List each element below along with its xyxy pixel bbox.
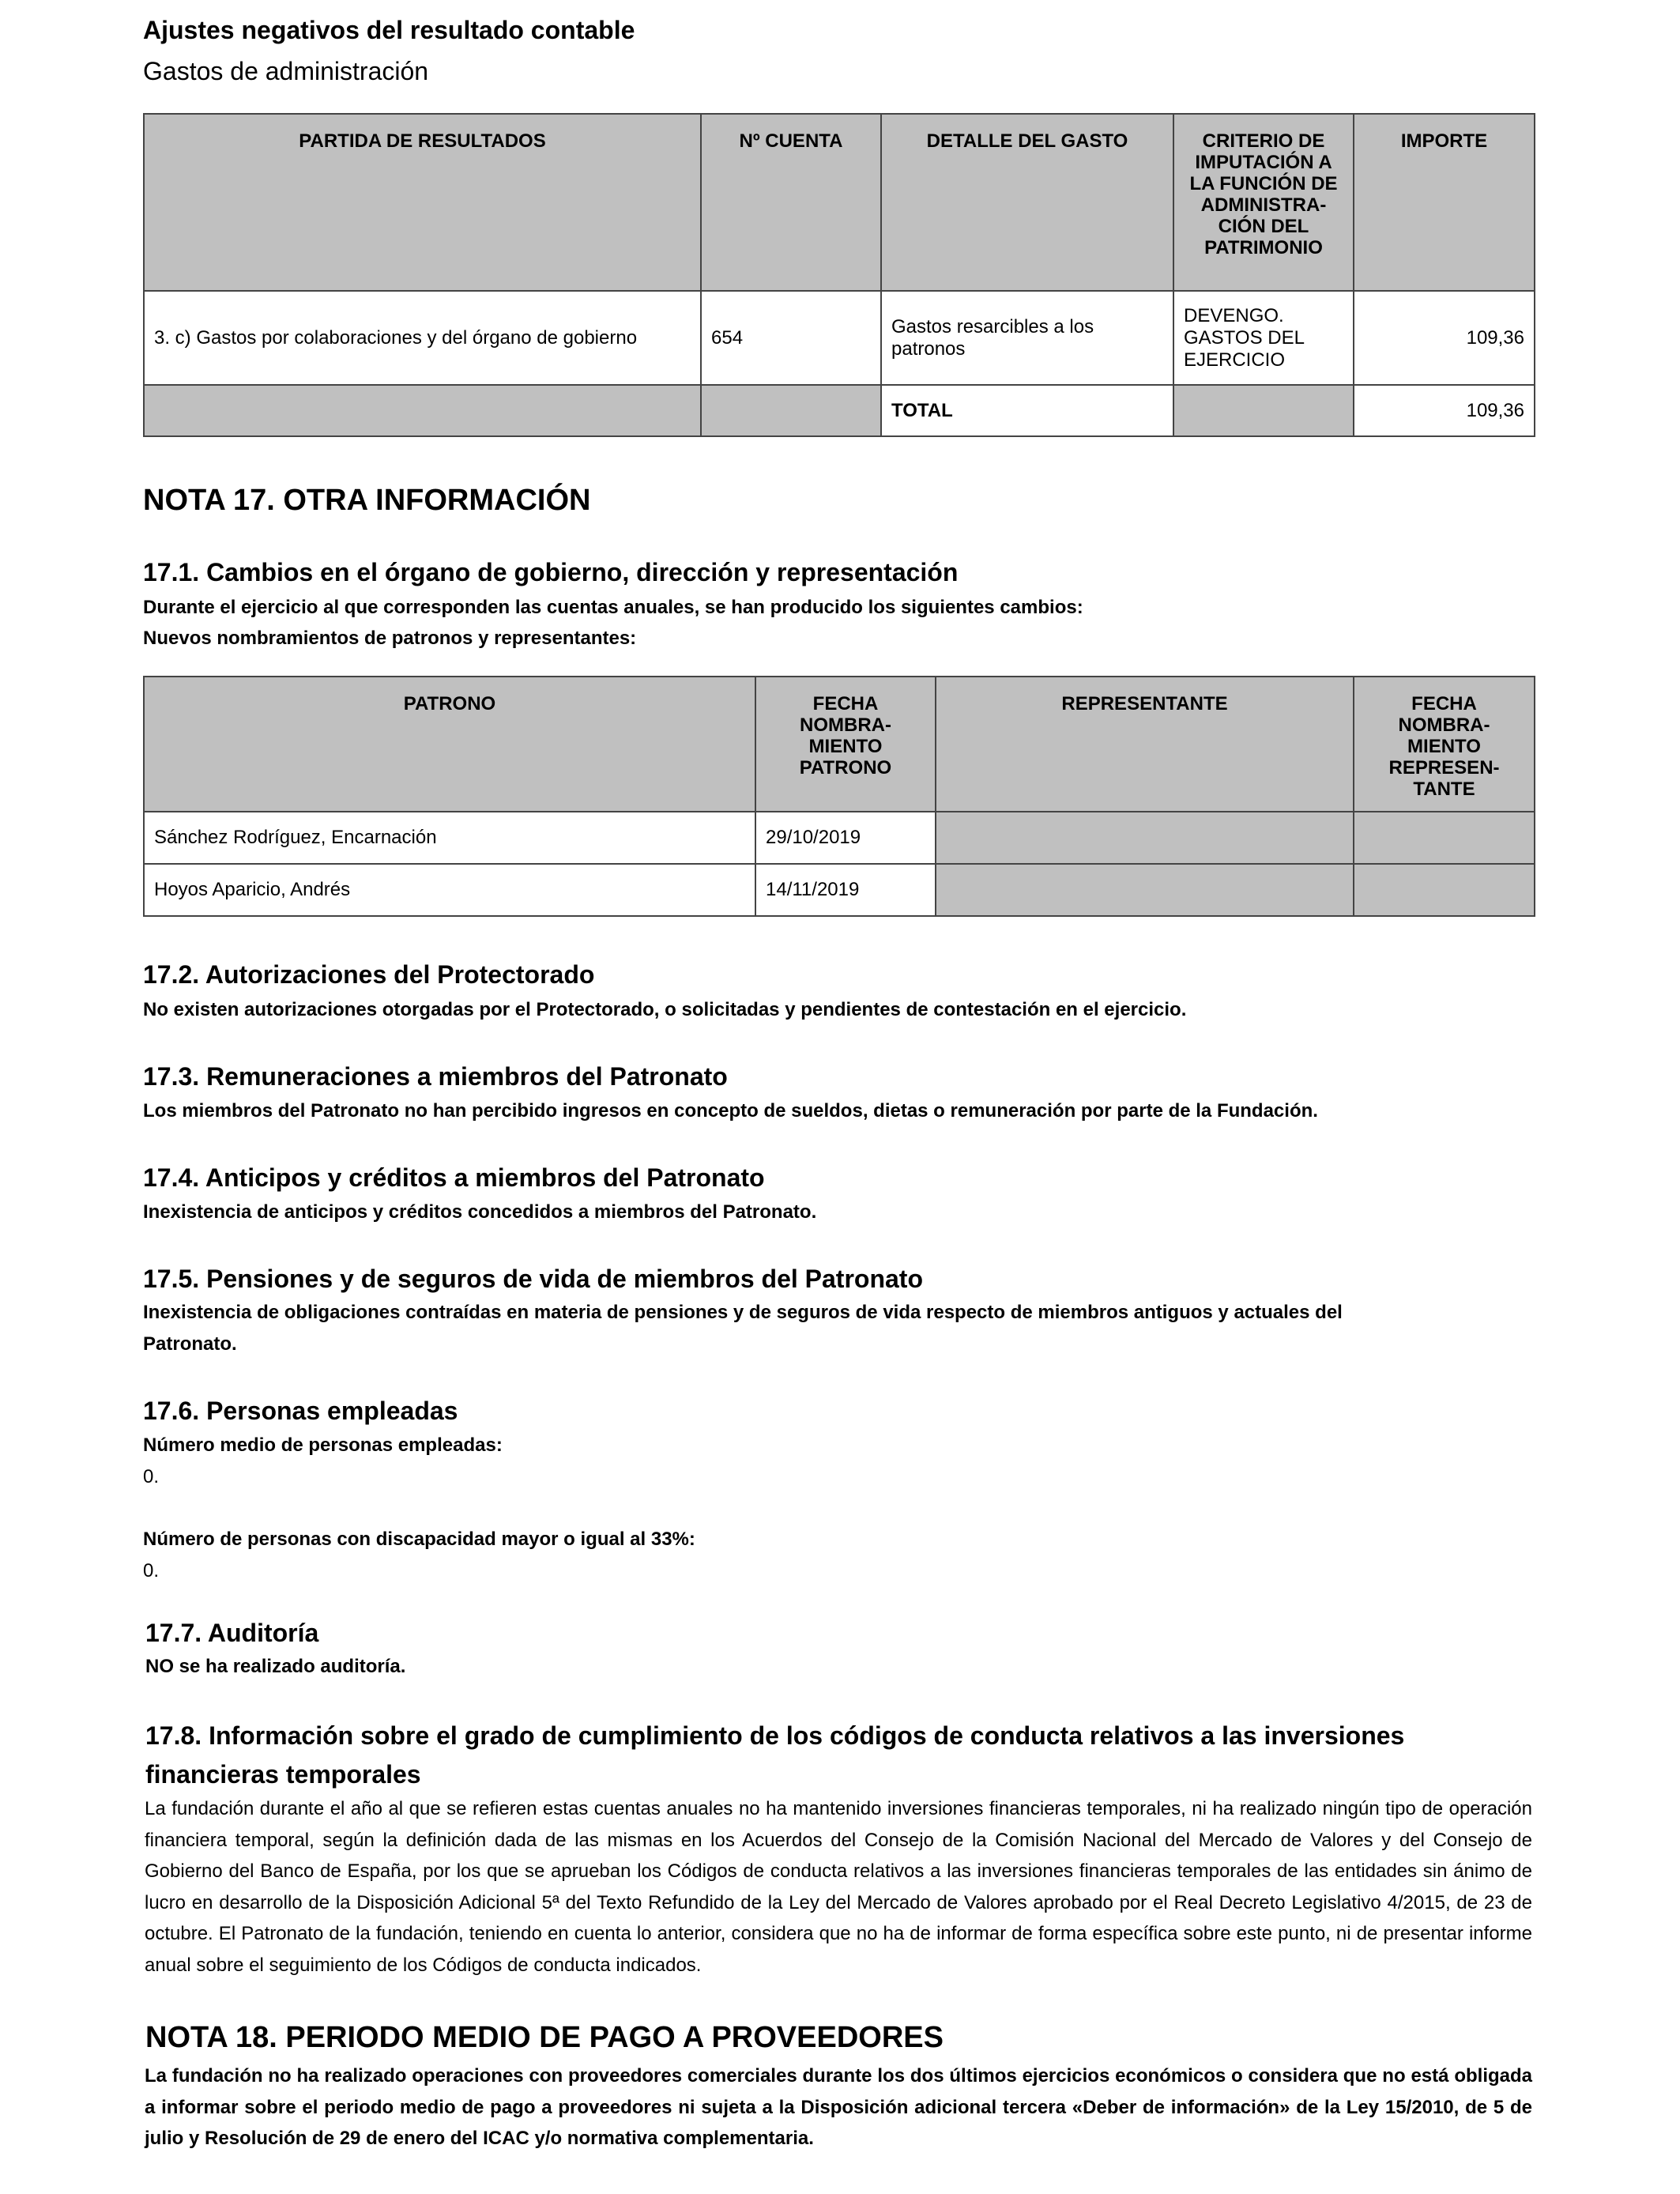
s6-heading: 17.6. Personas empleadas <box>143 1397 458 1425</box>
section-subtitle: Gastos de administración <box>143 57 429 85</box>
col-header-partida: PARTIDA DE RESULTADOS <box>144 114 701 291</box>
nota18-text: La fundación no ha realizado operaciones con proveedores comerciales durante los dos últimos ejercicios económicos o considera que no está obligada a informar sobre el periodo medio de pago a proveedores ni sujeta a la Disposición adicional tercera «Deber de información» de la Ley 15/2010, de 5 de julio y Resolución de 29 de enero del ICAC y/o normativa complementaria. <box>145 2065 1532 2149</box>
s4-heading: 17.4. Anticipos y créditos a miembros del Patronato <box>143 1163 765 1192</box>
table-row <box>144 291 1535 385</box>
s8-text: La fundación durante el año al que se refieren estas cuentas anuales no ha mantenido inversiones financieras temporales, ni ha realizado ningún tipo de operación financiera temporal, según la definición dada de las mismas en los Acuerdos del Consejo de la Comisión Nacional del Mercado de Valores y del Consejo de Gobierno del Banco de España, por los que se aprueban los Códigos de conducta relativos a las inversiones financieras temporales de las entidades sin ánimo de lucro en desarrollo de la Disposición Adicional 5ª del Texto Refundido de la Ley del Mercado de Valores aprobado por el Real Decreto Legislativo 4/2015, de 23 de octubre. El Patronato de la fundación, teniendo en cuenta lo anterior, considera que no ha de informar de forma específica sobre este punto, ni de presentar informe anual sobre el seguimiento de los Códigos de conducta indicados. <box>145 1798 1532 1976</box>
cell-fecha: 14/11/2019 <box>755 864 936 916</box>
cell-empty <box>1173 385 1354 436</box>
cell-patrono: Sánchez Rodríguez, Encarnación <box>144 812 755 864</box>
table-header-row <box>144 677 1535 812</box>
s6-value2: 0. <box>143 1560 160 1581</box>
cell-criterio: DEVENGO. GASTOS DEL EJERCICIO <box>1173 291 1354 385</box>
s2-text: No existen autorizaciones otorgadas por el Protectorado, o solicitadas y pendientes de contestación en el ejercicio. <box>143 999 1187 1020</box>
s5-line2: Patronato. <box>143 1333 237 1355</box>
cell-empty <box>1354 812 1535 864</box>
table-row <box>144 864 1535 916</box>
s1-heading: 17.1. Cambios en el órgano de gobierno, dirección y representación <box>143 558 959 586</box>
col-header-representante: REPRESENTANTE <box>936 677 1354 812</box>
s8-heading-line1: 17.8. Información sobre el grado de cumplimiento de los códigos de conducta relativos a las inversiones <box>145 1721 1405 1750</box>
s6-label1: Número medio de personas empleadas: <box>143 1434 503 1456</box>
table-header-row <box>144 114 1535 291</box>
nota18-title: NOTA 18. PERIODO MEDIO DE PAGO A PROVEEDORES <box>145 2021 944 2054</box>
cell-fecha: 29/10/2019 <box>755 812 936 864</box>
s4-text: Inexistencia de anticipos y créditos concedidos a miembros del Patronato. <box>143 1201 817 1223</box>
nota17-title: NOTA 17. OTRA INFORMACIÓN <box>143 484 591 517</box>
cell-empty <box>936 864 1354 916</box>
col-header-detalle: DETALLE DEL GASTO <box>881 114 1173 291</box>
cell-cuenta: 654 <box>701 291 881 385</box>
s1-line2: Nuevos nombramientos de patronos y representantes: <box>143 628 637 649</box>
total-importe: 109,36 <box>1354 385 1535 436</box>
s6-label2: Número de personas con discapacidad mayor o igual al 33%: <box>143 1529 695 1550</box>
s3-heading: 17.3. Remuneraciones a miembros del Patronato <box>143 1062 728 1091</box>
total-row <box>144 385 1535 436</box>
col-header-patrono: PATRONO <box>144 677 755 812</box>
cell-empty <box>144 385 701 436</box>
cell-empty <box>701 385 881 436</box>
s7-heading: 17.7. Auditoría <box>145 1619 319 1647</box>
section-title: Ajustes negativos del resultado contable <box>143 16 635 44</box>
s1-line1: Durante el ejercicio al que corresponden las cuentas anuales, se han producido los siguientes cambios: <box>143 597 1083 618</box>
cell-partida: 3. c) Gastos por colaboraciones y del órgano de gobierno <box>144 291 701 385</box>
cell-importe: 109,36 <box>1354 291 1535 385</box>
col-header-importe: IMPORTE <box>1354 114 1535 291</box>
col-header-criterio: CRITERIO DE IMPUTACIÓN A LA FUNCIÓN DE ADMINISTRA-CIÓN DEL PATRIMONIO <box>1173 114 1354 291</box>
table-row <box>144 812 1535 864</box>
s5-line1: Inexistencia de obligaciones contraídas en materia de pensiones y de seguros de vida respecto de miembros antiguos y actuales del <box>143 1302 1343 1323</box>
cell-detalle: Gastos resarcibles a los patronos <box>881 291 1173 385</box>
col-header-fecha-representante: FECHA NOMBRA-MIENTO REPRESEN-TANTE <box>1354 677 1535 812</box>
s3-text: Los miembros del Patronato no han percibido ingresos en concepto de sueldos, dietas o remuneración por parte de la Fundación. <box>143 1100 1318 1122</box>
s6-value1: 0. <box>143 1466 160 1487</box>
expenses-table <box>143 113 1535 437</box>
s5-heading: 17.5. Pensiones y de seguros de vida de miembros del Patronato <box>143 1265 923 1293</box>
appointments-table <box>143 676 1535 917</box>
s8-heading-line2: financieras temporales <box>145 1760 421 1789</box>
s7-text: NO se ha realizado auditoría. <box>145 1656 406 1677</box>
cell-patrono: Hoyos Aparicio, Andrés <box>144 864 755 916</box>
col-header-cuenta: Nº CUENTA <box>701 114 881 291</box>
cell-empty <box>936 812 1354 864</box>
cell-empty <box>1354 864 1535 916</box>
s2-heading: 17.2. Autorizaciones del Protectorado <box>143 960 595 989</box>
col-header-fecha-patrono: FECHA NOMBRA-MIENTO PATRONO <box>755 677 936 812</box>
total-label: TOTAL <box>881 385 1173 436</box>
